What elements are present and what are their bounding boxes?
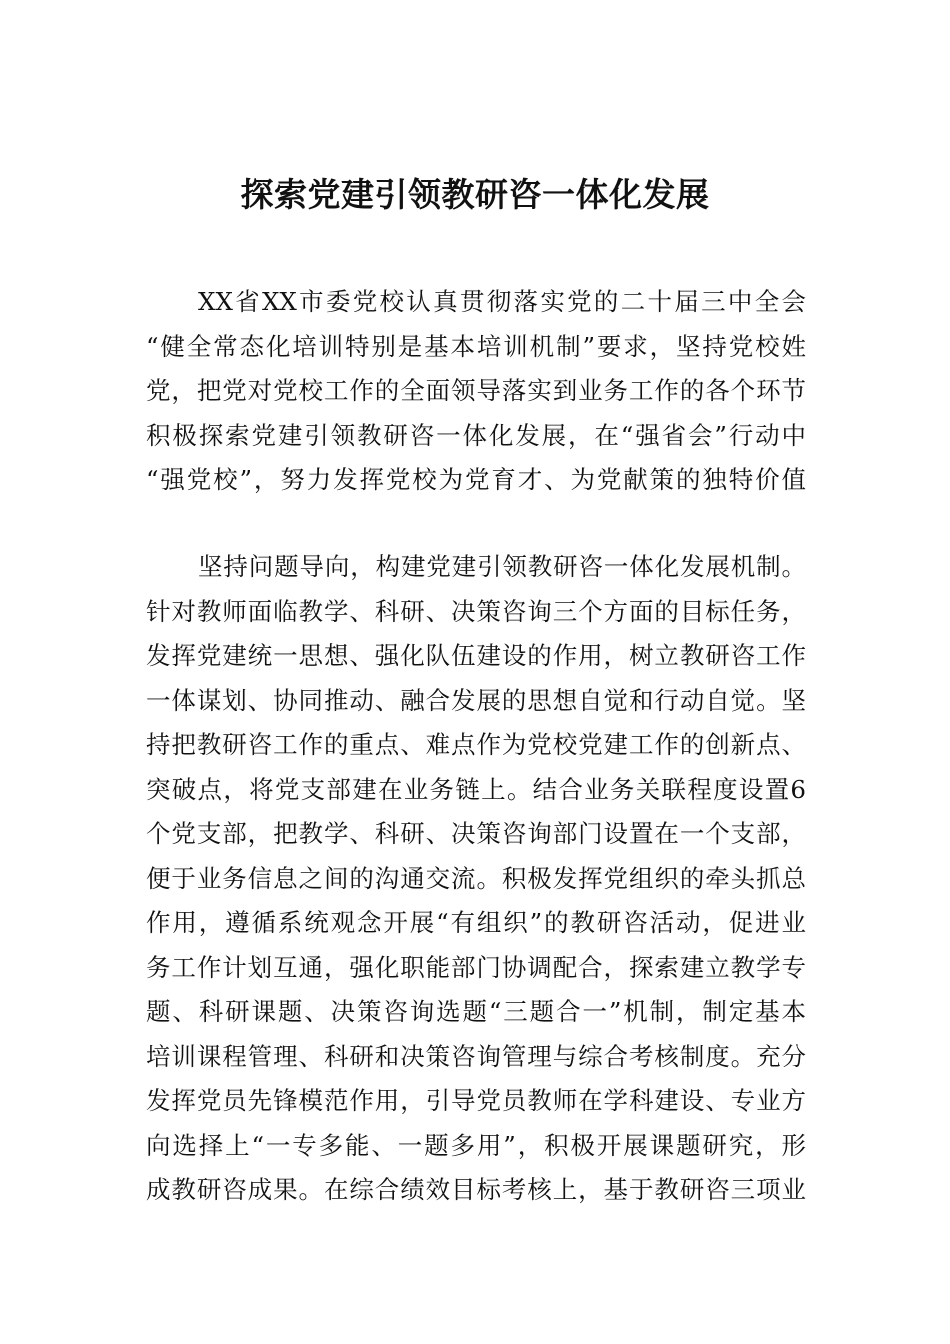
paragraph-line: 便于业务信息之间的沟通交流。积极发挥党组织的牵头抓总 bbox=[146, 863, 806, 893]
paragraph-line: 向选择上“一专多能、一题多用”，积极开展课题研究，形 bbox=[146, 1130, 806, 1160]
paragraph-line: 突破点，将党支部建在业务链上。结合业务关联程度设置6 bbox=[146, 774, 806, 804]
paragraph-line: 作用，遵循系统观念开展“有组织”的教研咨活动，促进业 bbox=[146, 908, 806, 937]
paragraph-line: 培训课程管理、科研和决策咨询管理与综合考核制度。充分 bbox=[146, 1041, 806, 1071]
paragraph-line: 发挥党员先锋模范作用，引导党员教师在学科建设、专业方 bbox=[146, 1086, 806, 1115]
paragraph-line: 个党支部，把教学、科研、决策咨询部门设置在一个支部， bbox=[146, 819, 806, 848]
paragraph-line: 坚持问题导向，构建党建引领教研咨一体化发展机制。 bbox=[198, 552, 806, 581]
paragraph-1 bbox=[146, 280, 806, 503]
paragraph-line: 积极探索党建引领教研咨一体化发展，在“强省会”行动中 bbox=[146, 420, 806, 450]
paragraph-line: 党，把党对党校工作的全面领导落实到业务工作的各个环节 bbox=[146, 376, 806, 405]
paragraph-line: 务工作计划互通，强化职能部门协调配合，探索建立教学专 bbox=[146, 952, 806, 982]
paragraph-line: 针对教师面临教学、科研、决策咨询三个方面的目标任务， bbox=[146, 596, 806, 626]
paragraph-line: 发挥党建统一思想、强化队伍建设的作用，树立教研咨工作 bbox=[146, 641, 806, 670]
document-title: 探索党建引领教研咨一体化发展 bbox=[240, 175, 710, 214]
paragraph-line: “强党校”，努力发挥党校为党育才、为党献策的独特价值 bbox=[146, 465, 806, 494]
paragraph-line: 成教研咨成果。在综合绩效目标考核上，基于教研咨三项业 bbox=[146, 1175, 806, 1204]
paragraph-line: XX省XX市委党校认真贯彻落实党的二十届三中全会 bbox=[198, 287, 806, 316]
paragraph-line: 持把教研咨工作的重点、难点作为党校党建工作的创新点、 bbox=[146, 730, 806, 759]
paragraph-line: “健全常态化培训特别是基本培训机制”要求，坚持党校姓 bbox=[146, 331, 806, 361]
paragraph-line: 题、科研课题、决策咨询选题“三题合一”机制，制定基本 bbox=[146, 997, 806, 1026]
paragraph-line: 一体谋划、协同推动、融合发展的思想自觉和行动自觉。坚 bbox=[146, 685, 806, 715]
paragraph-2 bbox=[146, 545, 806, 1213]
